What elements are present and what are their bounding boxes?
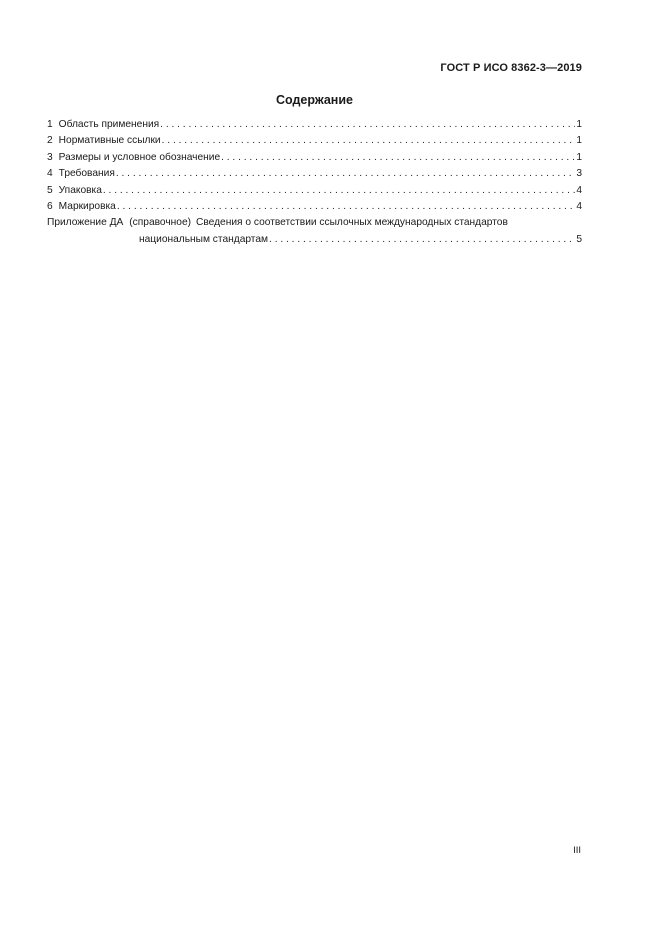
toc-item[interactable] — [47, 135, 582, 151]
toc-item[interactable] — [47, 119, 582, 135]
toc-item-page: 4 — [576, 184, 582, 196]
toc-item-page: 4 — [576, 200, 582, 212]
toc-item[interactable] — [47, 152, 582, 168]
appendix-prefix: Приложение ДА — [47, 217, 124, 229]
toc-item-number: 4 — [47, 168, 53, 180]
toc-item-number: 1 — [47, 119, 53, 130]
toc-item-label: Требования — [58, 168, 115, 180]
appendix-title-line2: национальным стандартам — [139, 233, 269, 245]
toc-item[interactable] — [47, 201, 582, 217]
dot-leader — [221, 152, 575, 163]
appendix-page: 5 — [576, 233, 582, 245]
table-of-contents — [47, 119, 582, 250]
toc-title: Содержание — [275, 93, 353, 107]
toc-item-label: Размеры и условное обозначение — [58, 151, 221, 163]
dot-leader — [269, 234, 575, 245]
document-code: ГОСТ Р ИСО 8362-3—2019 — [440, 62, 582, 74]
toc-item-page: 1 — [576, 151, 582, 163]
appendix-title-line1: Сведения о соответствии ссылочных международных стандартов — [196, 217, 508, 229]
toc-item[interactable] — [47, 185, 582, 201]
toc-item-label: Нормативные ссылки — [58, 135, 161, 147]
dot-leader — [103, 185, 575, 196]
dot-leader — [117, 201, 575, 212]
dot-leader — [160, 119, 575, 130]
dot-leader — [162, 135, 576, 146]
toc-item-number: 6 — [47, 200, 53, 212]
toc-appendix-item[interactable] — [47, 217, 582, 250]
toc-item-number: 5 — [47, 184, 53, 196]
appendix-type: (справочное) — [129, 217, 192, 229]
page-number: III — [573, 845, 581, 856]
toc-item-page: 3 — [576, 168, 582, 180]
toc-item-label: Область применения — [58, 119, 160, 130]
toc-item[interactable] — [47, 168, 582, 184]
toc-item-number: 3 — [47, 151, 53, 163]
toc-item-label: Упаковка — [58, 184, 102, 196]
toc-item-label: Маркировка — [58, 200, 116, 212]
toc-item-page: 1 — [576, 135, 582, 147]
dot-leader — [116, 168, 575, 179]
toc-item-page: 1 — [576, 119, 582, 130]
toc-item-number: 2 — [47, 135, 53, 147]
